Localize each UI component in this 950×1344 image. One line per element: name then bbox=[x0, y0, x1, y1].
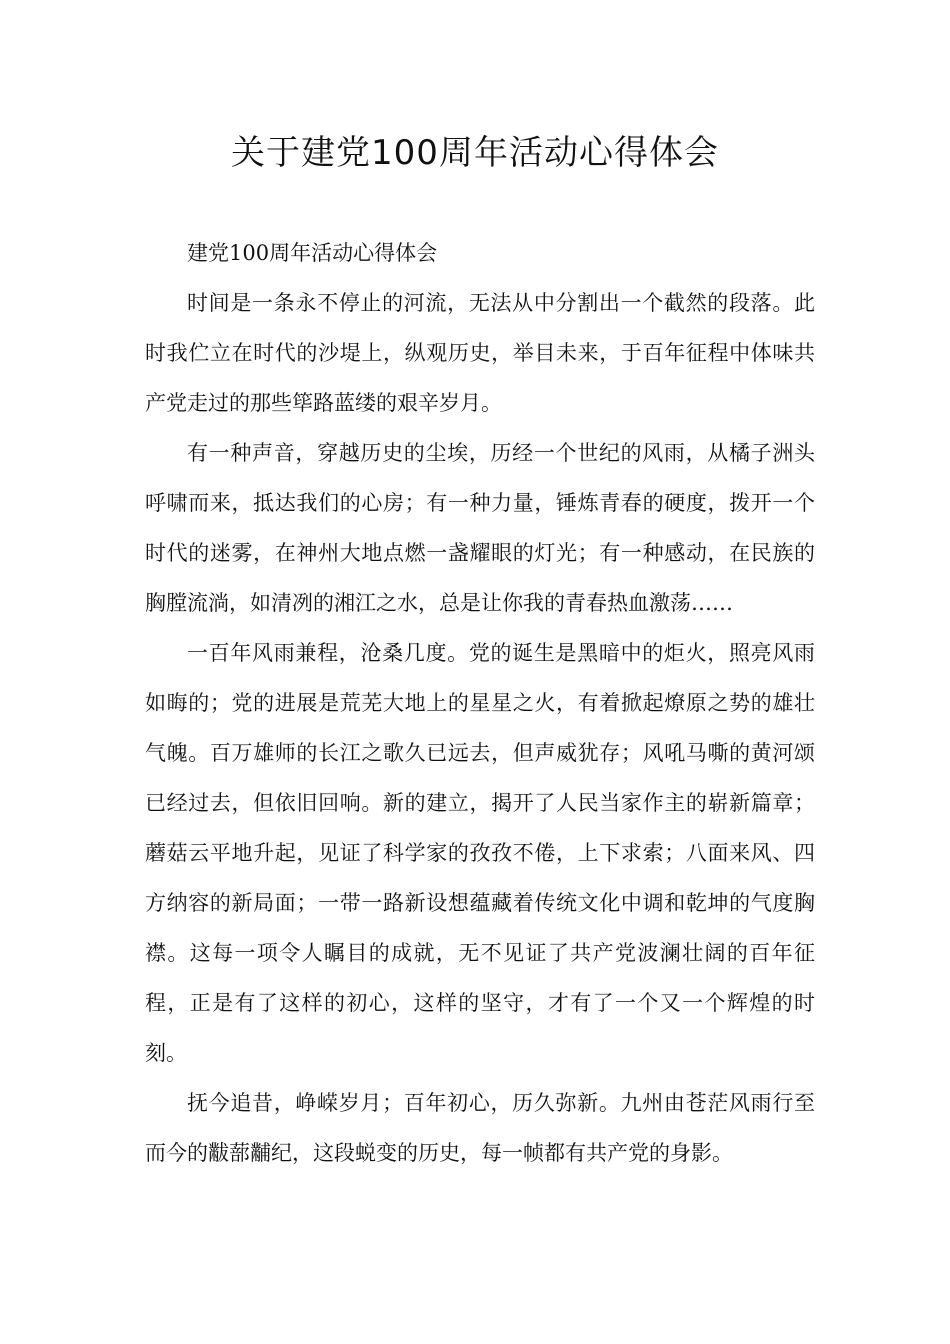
paragraph: 有一种声音，穿越历史的尘埃，历经一个世纪的风雨，从橘子洲头呼啸而来，抵达我们的心房；有一种力量，锤炼青春的硬度，拨开一个时代的迷雾，在神州大地点燃一盏耀眼的灯光；有一种感动，在民族的胸膛流淌，如清冽的湘江之水，总是让你我的青春热血激荡…… bbox=[145, 441, 815, 615]
document-title: 关于建党100周年活动心得体会 bbox=[231, 133, 719, 173]
document-body bbox=[145, 228, 815, 1178]
paragraph: 抚今追昔，峥嵘岁月；百年初心，历久弥新。九州由苍茫风雨行至而今的黻蔀黼纪，这段蜕变的历史，每一帧都有共产党的身影。 bbox=[145, 1091, 815, 1165]
paragraph: 时间是一条永不停止的河流，无法从中分割出一个截然的段落。此时我伫立在时代的沙堤上，纵观历史，举目未来，于百年征程中体味共产党走过的那些筚路蓝缕的艰辛岁月。 bbox=[145, 291, 815, 415]
paragraph: 一百年风雨兼程，沧桑几度。党的诞生是黑暗中的炬火，照亮风雨如晦的；党的进展是荒芜大地上的星星之火，有着掀起燎原之势的雄壮气魄。百万雄师的长江之歌久已远去，但声威犹存；风吼马嘶的黄河颂已经过去，但依旧回响。新的建立，揭开了人民当家作主的崭新篇章；蘑菇云平地升起，见证了科学家的孜孜不倦，上下求索；八面来风、四方纳容的新局面；一带一路新设想蕴藏着传统文化中调和乾坤的气度胸襟。这每一项令人瞩目的成就，无不见证了共产党波澜壮阔的百年征程，正是有了这样的初心，这样的坚守，才有了一个又一个辉煌的时刻。 bbox=[145, 641, 815, 1065]
paragraph-subtitle: 建党100周年活动心得体会 bbox=[187, 241, 438, 265]
